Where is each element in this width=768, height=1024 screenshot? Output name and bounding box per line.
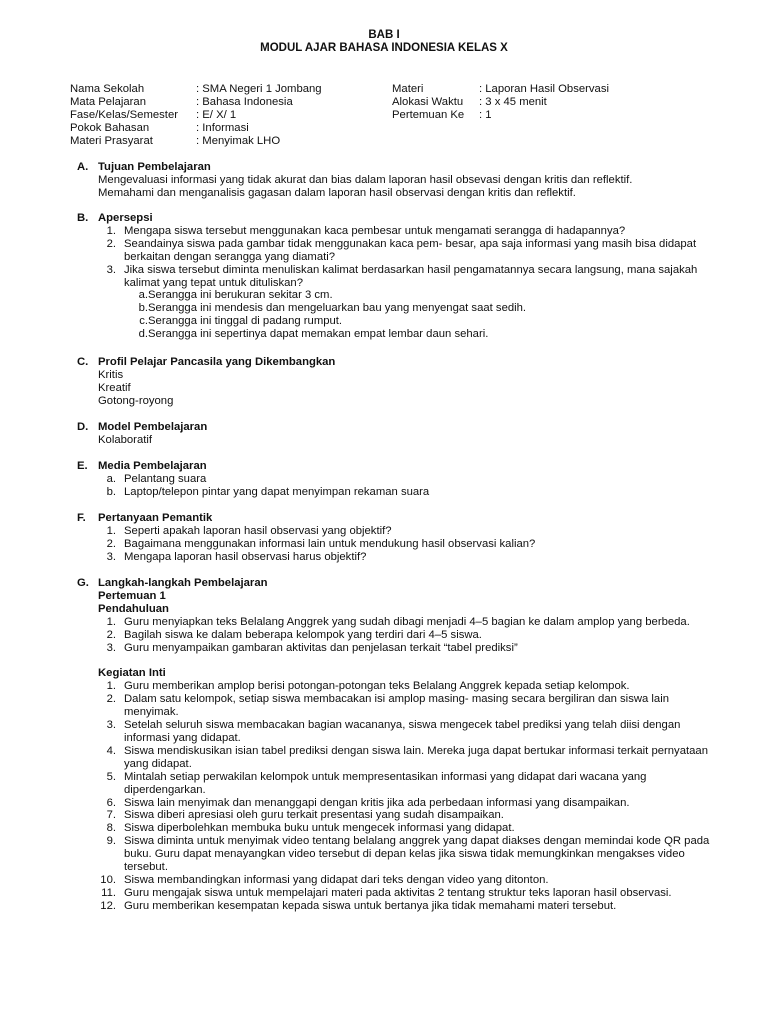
list-item (98, 629, 717, 642)
section-body (77, 174, 717, 200)
list-item (98, 525, 717, 538)
list-number: 1. (106, 524, 116, 537)
section-d (77, 421, 717, 447)
list-letter: b. (138, 302, 148, 315)
list-number: 2. (106, 237, 116, 250)
list-text: Seandainya siswa pada gambar tidak menggunakan kaca pem- besar, apa saja informasi yang masih bisa didapat berkaitan dengan serangga yang diamati? (124, 237, 697, 263)
chapter-title: BAB I (368, 29, 400, 41)
list-number: 2. (106, 693, 116, 706)
section-letter: E. (77, 460, 88, 472)
list-text: Siswa membandingkan informasi yang didapat dari teks dengan video yang ditonton. (124, 873, 549, 886)
numbered-list (98, 225, 717, 341)
list-text: Siswa mendiskusikan isian tabel prediksi dengan siswa lain. Mereka juga dapat bertukar informasi terkait pernyataan yang didapat. (124, 744, 708, 770)
list-item (98, 225, 717, 238)
section-body (77, 525, 717, 564)
identity-value: : 1 (479, 109, 492, 121)
numbered-list (98, 525, 717, 564)
list-number: 3. (106, 550, 116, 563)
list-text: Jika siswa tersebut diminta menuliskan kalimat berdasarkan hasil pengamatannya secara langsung, mana sajakah kalimat yang tepat untuk dituliskan? (124, 263, 698, 289)
list-item (98, 900, 717, 913)
list-letter: c. (139, 315, 148, 328)
core-list (98, 680, 717, 912)
section-heading (77, 460, 717, 473)
list-number: 2. (106, 628, 116, 641)
text-line: Kolaboratif (98, 433, 153, 446)
list-number: 3. (106, 719, 116, 732)
list-item (98, 809, 717, 822)
section-body (77, 434, 717, 447)
section-title: Profil Pelajar Pancasila yang Dikembangkan (98, 356, 336, 368)
identity-label: Materi (392, 83, 424, 95)
list-text: Pelantang suara (124, 472, 207, 485)
list-text: Guru menyiapkan teks Belalang Anggrek yang sudah dibagi menjadi 4–5 bagian ke dalam amplop yang berbeda. (124, 615, 690, 628)
text-line: Kreatif (98, 381, 131, 394)
list-letter: a. (138, 289, 148, 302)
list-item (98, 238, 717, 264)
list-text: Serangga ini mendesis dan mengeluarkan bau yang menyengat saat sedih. (148, 302, 527, 315)
list-number: 8. (106, 822, 116, 835)
list-item (98, 835, 717, 874)
section-title: Pertanyaan Pemantik (98, 512, 213, 524)
list-item (98, 486, 717, 499)
list-text: Seperti apakah laporan hasil observasi yang objektif? (124, 524, 392, 537)
meeting-title: Pertemuan 1 (98, 589, 166, 602)
identity-value: : E/ X/ 1 (196, 109, 237, 121)
section-a (77, 161, 717, 200)
identity-label: Nama Sekolah (70, 83, 145, 95)
list-item (98, 616, 717, 629)
section-letter: B. (77, 212, 89, 224)
list-text: Guru menyampaikan gambaran aktivitas dan penjelasan terkait “tabel prediksi” (124, 641, 518, 654)
list-text: Guru memberikan kesempatan kepada siswa untuk bertanya jika tidak memahami materi tersebut. (124, 899, 617, 912)
list-item (98, 693, 717, 719)
list-number: 7. (106, 809, 116, 822)
section-title: Tujuan Pembelajaran (98, 161, 211, 173)
list-letter: b. (106, 485, 116, 498)
list-item (98, 551, 717, 564)
list-item (98, 874, 717, 887)
identity-label: Mata Pelajaran (70, 96, 146, 108)
list-text: Serangga ini tinggal di padang rumput. (148, 315, 343, 328)
section-e (77, 460, 717, 499)
text-line: Kritis (98, 368, 124, 381)
list-item (98, 538, 717, 551)
identity-label: Materi Prasyarat (70, 135, 153, 147)
section-c (77, 356, 717, 408)
list-text: Mengapa laporan hasil observasi harus objektif? (124, 550, 367, 563)
list-text: Bagaimana menggunakan informasi lain untuk mendukung hasil observasi kalian? (124, 537, 536, 550)
section-heading (77, 421, 717, 434)
list-item (98, 680, 717, 693)
list-item (98, 797, 717, 810)
list-item (98, 745, 717, 771)
identity-value: : 3 x 45 menit (479, 96, 547, 108)
list-text: Setelah seluruh siswa membacakan bagian wacananya, siswa mengecek tabel prediksi yang telah diisi dengan informasi yang didapat. (124, 719, 681, 744)
list-item (98, 822, 717, 835)
identity-value: : Laporan Hasil Observasi (479, 83, 609, 95)
list-number: 3. (106, 263, 116, 276)
sub-list-item (124, 289, 717, 302)
list-item (98, 473, 717, 486)
module-title: MODUL AJAR BAHASA INDONESIA KELAS X (260, 42, 508, 54)
section-title: Media Pembelajaran (98, 460, 207, 472)
list-number: 1. (106, 615, 116, 628)
list-text: Siswa lain menyimak dan menanggapi dengan kritis jika ada perbedaan informasi yang disampaikan. (124, 796, 630, 809)
list-number: 6. (106, 796, 116, 809)
section-g (77, 577, 717, 913)
section-letter: C. (77, 356, 89, 368)
text-line: Memahami dan menganalisis gagasan dalam laporan hasil observasi dengan kritis dan reflektif. (98, 186, 576, 199)
list-text: Laptop/telepon pintar yang dapat menyimpan rekaman suara (124, 485, 430, 498)
section-body (77, 225, 717, 341)
identity-label: Alokasi Waktu (392, 96, 464, 108)
list-number: 10. (100, 873, 116, 886)
section-letter: G. (77, 577, 89, 589)
sub-list (124, 289, 717, 341)
list-letter: d. (138, 328, 148, 341)
identity-label: Fase/Kelas/Semester (70, 109, 178, 121)
section-title: Langkah-langkah Pembelajaran (98, 577, 268, 589)
list-number: 1. (106, 680, 116, 693)
list-text: Dalam satu kelompok, setiap siswa membacakan isi amplop masing- masing secara bergiliran dan siswa lain menyimak. (124, 693, 670, 719)
identity-value: : Informasi (196, 122, 249, 134)
identity-label: Pokok Bahasan (70, 122, 150, 134)
list-text: Bagilah siswa ke dalam beberapa kelompok yang terdiri dari 4–5 siswa. (124, 628, 482, 641)
text-line: Mengevaluasi informasi yang tidak akurat dan bias dalam laporan hasil obsevasi dengan kritis dan reflektif. (98, 173, 633, 186)
section-heading (77, 212, 717, 225)
intro-heading: Pendahuluan (98, 602, 169, 615)
section-letter: F. (77, 512, 86, 524)
section-heading (77, 577, 717, 590)
intro-list (98, 616, 717, 655)
list-text: Mintalah setiap perwakilan kelompok untuk mempresentasikan informasi yang didapat dari wacana yang diperdengarkan. (124, 770, 647, 796)
lettered-list (98, 473, 717, 499)
section-body (77, 473, 717, 499)
list-item (98, 642, 717, 655)
list-number: 3. (106, 641, 116, 654)
list-number: 1. (106, 224, 116, 237)
identity-value: : Bahasa Indonesia (196, 96, 293, 108)
section-letter: D. (77, 421, 89, 433)
identity-label: Pertemuan Ke (392, 109, 465, 121)
identity-value: : SMA Negeri 1 Jombang (196, 83, 322, 95)
identity-value: : Menyimak LHO (196, 135, 281, 147)
section-heading (77, 512, 717, 525)
section-body (77, 590, 717, 913)
section-body (77, 369, 717, 408)
spacer (98, 654, 717, 667)
text-line: Gotong-royong (98, 394, 174, 407)
list-text: Serangga ini berukuran sekitar 3 cm. (148, 289, 333, 302)
section-letter: A. (77, 161, 89, 173)
core-heading: Kegiatan Inti (98, 667, 166, 680)
list-number: 9. (106, 835, 116, 848)
section-heading (77, 356, 717, 369)
list-number: 4. (106, 744, 116, 757)
section-title: Model Pembelajaran (98, 421, 208, 433)
list-text: Mengapa siswa tersebut menggunakan kaca pembesar untuk mengamati serangga di hadapannya? (124, 224, 626, 237)
list-number: 2. (106, 537, 116, 550)
list-text: Siswa diperbolehkan membuka buku untuk mengecek informasi yang didapat. (124, 822, 515, 835)
sub-list-item (124, 328, 717, 341)
list-item (98, 887, 717, 900)
list-text: Guru mengajak siswa untuk mempelajari materi pada aktivitas 2 tentang struktur teks laporan hasil observasi. (124, 886, 672, 899)
list-letter: a. (106, 472, 116, 485)
sub-list-item (124, 302, 717, 315)
list-item (98, 771, 717, 797)
section-b (77, 212, 717, 341)
list-text: Guru memberikan amplop berisi potongan-potongan teks Belalang Anggrek kepada setiap kelompok. (124, 680, 630, 693)
list-number: 12. (100, 899, 116, 912)
list-number: 5. (106, 770, 116, 783)
sub-list-item (124, 315, 717, 328)
section-title: Apersepsi (98, 212, 153, 224)
list-item (98, 264, 717, 341)
section-f (77, 512, 717, 564)
list-text: Siswa diberi apresiasi oleh guru terkait presentasi yang sudah disampaikan. (124, 809, 504, 822)
list-number: 11. (101, 886, 116, 899)
section-heading (77, 161, 717, 174)
list-text: Siswa diminta untuk menyimak video tentang belalang anggrek yang dapat diakses dengan memindai kode QR pada buku. Guru dapat menayangkan video tersebut di depan kelas jika siswa tidak memungkinkan mengakses video tersebut. (124, 835, 710, 874)
list-text: Serangga ini sepertinya dapat memakan empat lembar daun sehari. (148, 328, 489, 341)
list-item (98, 719, 717, 745)
